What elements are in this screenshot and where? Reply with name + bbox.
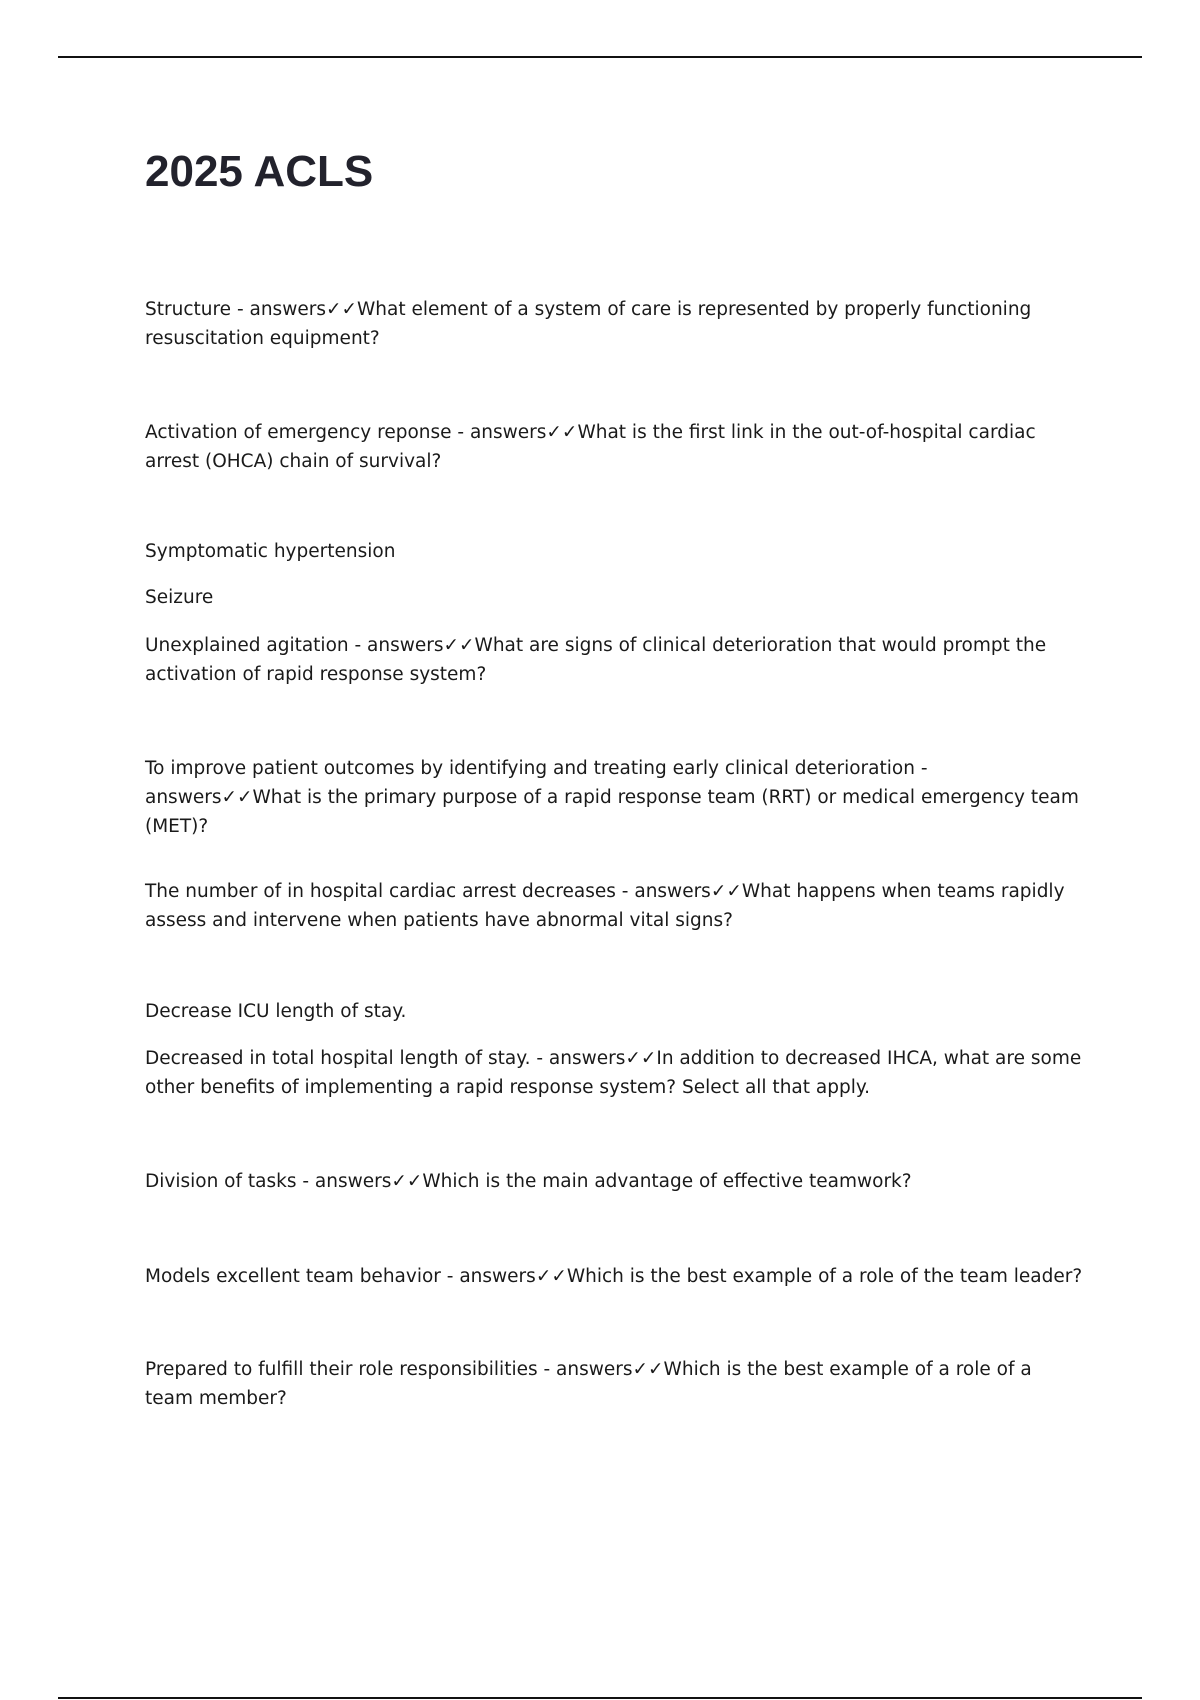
answer-text: Models excellent team behavior	[145, 1266, 441, 1287]
qa-entry	[145, 631, 1085, 689]
bottom-rule	[58, 1697, 1142, 1699]
qa-entry	[145, 583, 1085, 612]
answer-text: Structure	[145, 299, 232, 320]
double-check-icon: ✓✓	[625, 1048, 657, 1069]
qa-entry	[145, 754, 1085, 841]
double-check-icon: ✓✓	[632, 1359, 664, 1380]
answer-text: Seizure	[145, 587, 214, 608]
answers-separator: - answers	[440, 1266, 536, 1287]
answers-separator: - answers	[537, 1359, 633, 1380]
question-text: What is the first link in the out-of-hospital cardiac arrest (OHCA) chain of survival?	[145, 422, 1036, 472]
answer-text: Division of tasks	[145, 1171, 297, 1192]
answer-text: Activation of emergency reponse	[145, 422, 452, 443]
question-text: What happens when teams rapidly assess and intervene when patients have abnormal vital signs?	[145, 881, 1065, 931]
qa-entry	[145, 418, 1085, 476]
answer-text: Prepared to fulfill their role responsibilities	[145, 1359, 538, 1380]
answers-separator: - answers	[615, 881, 711, 902]
question-text: Which is the best example of a role of the team leader?	[566, 1266, 1083, 1287]
double-check-icon: ✓✓	[221, 787, 253, 808]
answers-separator: - answers	[530, 1048, 626, 1069]
question-text: In addition to decreased IHCA, what are some other benefits of implementing a rapid response system? Select all that apply.	[145, 1048, 1082, 1098]
top-rule	[58, 56, 1142, 58]
answer-text: Decrease ICU length of stay.	[145, 1001, 407, 1022]
answer-text: Unexplained agitation	[145, 635, 349, 656]
answers-separator: - answers	[296, 1171, 392, 1192]
qa-entry	[145, 877, 1085, 935]
double-check-icon: ✓✓	[443, 635, 475, 656]
double-check-icon: ✓✓	[710, 881, 742, 902]
double-check-icon: ✓✓	[535, 1266, 567, 1287]
question-text: What are signs of clinical deterioration that would prompt the activation of rapid response system?	[145, 635, 1047, 685]
qa-entry	[145, 1167, 1085, 1196]
double-check-icon: ✓✓	[546, 422, 578, 443]
qa-entry	[145, 1044, 1085, 1102]
answer-text: Decreased in total hospital length of stay.	[145, 1048, 531, 1069]
answer-text: The number of in hospital cardiac arrest decreases	[145, 881, 616, 902]
answer-text: To improve patient outcomes by identifying and treating early clinical deterioration	[145, 758, 915, 779]
question-text: What element of a system of care is represented by properly functioning resuscitation equipment?	[145, 299, 1032, 349]
double-check-icon: ✓✓	[391, 1171, 423, 1192]
document-title: 2025 ACLS	[145, 147, 374, 196]
answers-separator: - answers	[451, 422, 547, 443]
qa-entry	[145, 295, 1085, 353]
qa-entry	[145, 997, 1085, 1026]
answers-separator: - answers	[231, 299, 326, 320]
answer-text: Symptomatic hypertension	[145, 541, 396, 562]
answers-separator: - answers	[348, 635, 444, 656]
qa-entry	[145, 1355, 1085, 1413]
question-text: Which is the best example of a role of a team member?	[145, 1359, 1032, 1409]
question-text: What is the primary purpose of a rapid response team (RRT) or medical emergency team (MET)?	[145, 787, 1079, 837]
question-text: Which is the main advantage of effective teamwork?	[422, 1171, 912, 1192]
qa-entry	[145, 537, 1085, 566]
qa-entry	[145, 1262, 1085, 1291]
double-check-icon: ✓✓	[325, 299, 357, 320]
answers-separator: - answers	[145, 758, 928, 808]
